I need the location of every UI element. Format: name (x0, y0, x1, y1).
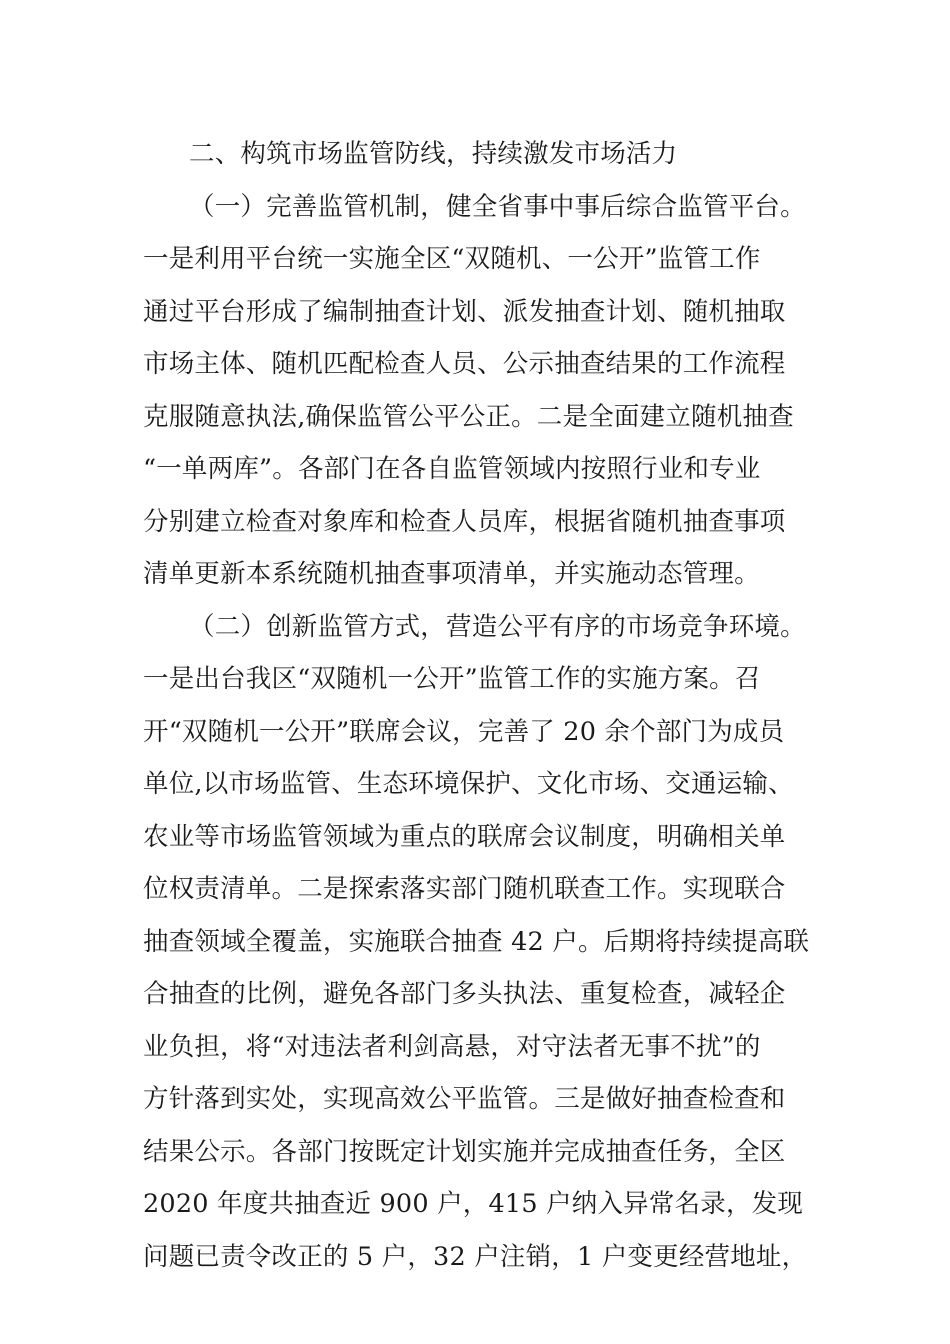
text-line: 克服随意执法,确保监管公平公正。二是全面建立随机抽查 (143, 401, 794, 432)
text-line: 分别建立检查对象库和检查人员库，根据省随机抽查事项 (143, 506, 786, 537)
text-line: 通过平台形成了编制抽查计划、派发抽查计划、随机抽取 (143, 296, 786, 327)
text-line: 结果公示。各部门按既定计划实施并完成抽查任务，全区 (143, 1136, 786, 1167)
subsection-heading-2: （二）创新监管方式，营造公平有序的市场竞争环境。 (189, 611, 806, 642)
text-line: 业负担，将“对违法者利剑高悬，对守法者无事不扰”的 (143, 1031, 761, 1062)
text-line: 2020 年度共抽查近 900 户，415 户纳入异常名录，发现 (143, 1189, 804, 1219)
text-line: 市场主体、随机匹配检查人员、公示抽查结果的工作流程 (143, 349, 786, 379)
text-line: 问题已责令改正的 5 户，32 户注销，1 户变更经营地址， (143, 1241, 808, 1272)
text-line: 方针落到实处，实现高效公平监管。三是做好抽查检查和 (143, 1084, 786, 1114)
text-line: 合抽查的比例，避免各部门多头执法、重复检查，减轻企 (143, 979, 786, 1009)
text-line: 位权责清单。二是探索落实部门随机联查工作。实现联合 (143, 874, 786, 904)
text-line: 开“双随机一公开”联席会议，完善了 20 余个部门为成员 (143, 716, 785, 747)
text-line: 一是利用平台统一实施全区“双随机、一公开”监管工作 (143, 244, 761, 274)
text-line: 单位,以市场监管、生态环境保护、文化市场、交通运输、 (143, 769, 794, 799)
text-line: “一单两库”。各部门在各自监管领域内按照行业和专业 (143, 454, 761, 484)
text-line: 清单更新本系统随机抽查事项清单，并实施动态管理。 (143, 559, 760, 589)
section-heading: 二、构筑市场监管防线，持续激发市场活力 (189, 139, 678, 169)
text-line: 抽查领域全覆盖，实施联合抽查 42 户。后期将持续提高联 (143, 926, 810, 957)
subsection-heading-1: （一）完善监管机制，健全省事中事后综合监管平台。 (189, 191, 806, 222)
text-line: 农业等市场监管领域为重点的联席会议制度，明确相关单 (143, 821, 786, 852)
document-body (143, 128, 811, 1283)
text-line: 一是出台我区“双随机一公开”监管工作的实施方案。召 (143, 664, 761, 694)
